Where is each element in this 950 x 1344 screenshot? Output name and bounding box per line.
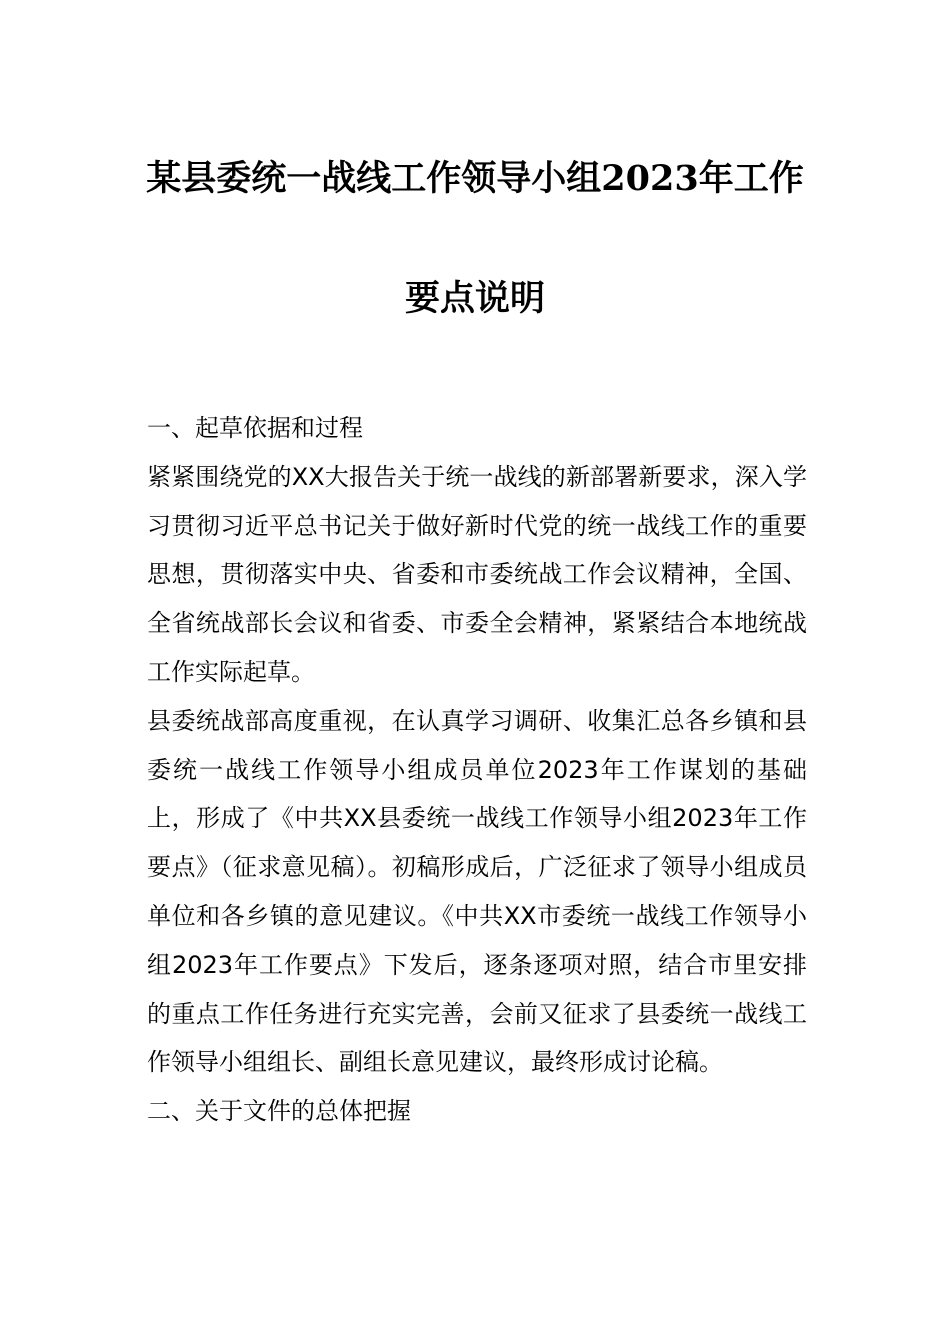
paragraph-2: 县委统战部高度重视，在认真学习调研、收集汇总各乡镇和县委统一战线工作领导小组成员单位2023年工作谋划的基础上，形成了《中共XX县委统一战线工作领导小组2023年工作要点》（征求意见稿）。初稿形成后，广泛征求了领导小组成员单位和各乡镇的意见建议。《中共XX市委统一战线工作领导小组2023年工作要点》下发后，逐条逐项对照，结合市里安排的重点工作任务进行充实完善，会前又征求了县委统一战线工作领导小组组长、副组长意见建议，最终形成讨论稿。 [147,706,807,1077]
section-1-heading: 一、起草依据和过程 [147,414,363,442]
document-title-line-2: 要点说明 [404,278,545,319]
document-body [147,404,807,1136]
document-title-line-1: 某县委统一战线工作领导小组2023年工作 [146,158,804,199]
paragraph-1: 紧紧围绕党的XX大报告关于统一战线的新部署新要求，深入学习贯彻习近平总书记关于做好新时代党的统一战线工作的重要思想，贯彻落实中央、省委和市委统战工作会议精神，全国、全省统战部长会议和省委、市委全会精神，紧紧结合本地统战工作实际起草。 [147,462,807,686]
section-2-heading: 二、关于文件的总体把握 [147,1097,411,1126]
